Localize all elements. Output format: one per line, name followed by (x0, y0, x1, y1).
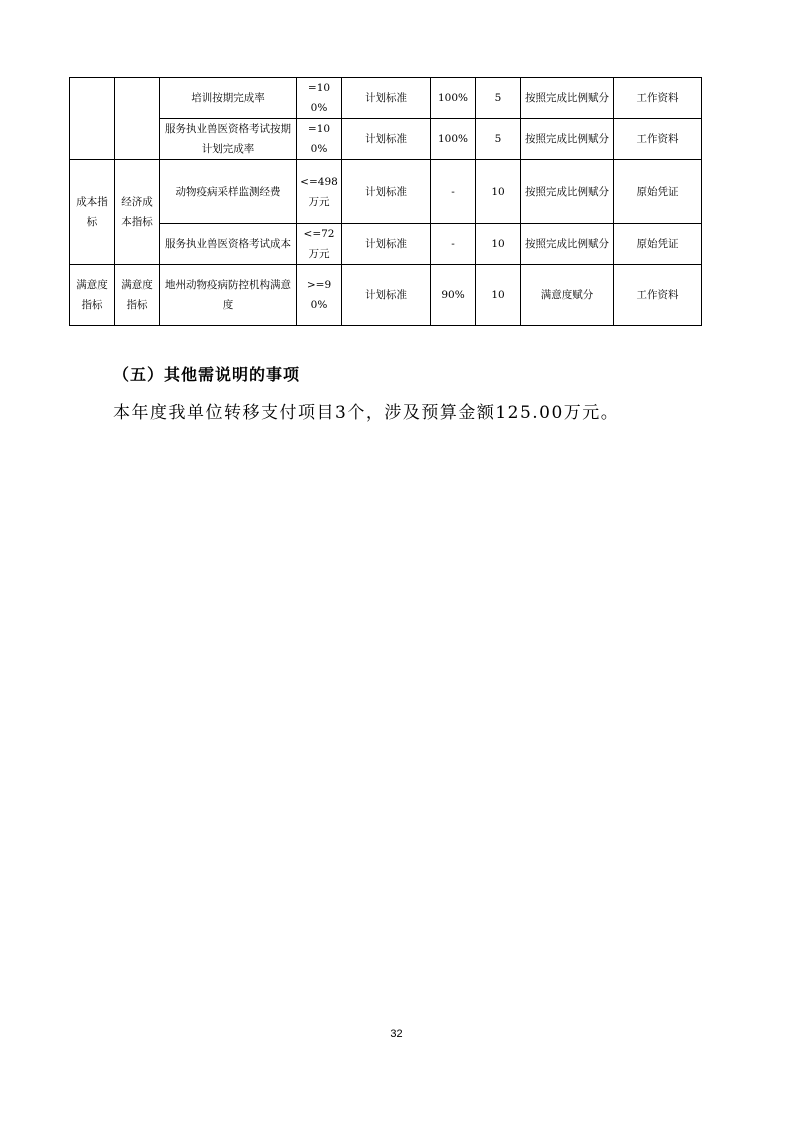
index-value-cell: <=498万元 (297, 160, 342, 224)
basis-cell: 计划标准 (342, 265, 431, 326)
level2-cell: 经济成本指标 (115, 160, 160, 265)
actual-cell: 90% (431, 265, 476, 326)
actual-cell: 100% (431, 119, 476, 160)
score-cell: 10 (476, 224, 521, 265)
table-row (70, 119, 702, 160)
indicator-cell: 服务执业兽医资格考试成本 (160, 224, 297, 265)
score-cell: 10 (476, 265, 521, 326)
method-cell: 满意度赋分 (521, 265, 614, 326)
section-body: 本年度我单位转移支付项目3个，涉及预算金额125.00万元。 (113, 403, 620, 423)
index-value-cell: =100% (297, 78, 342, 119)
level1-cell (70, 78, 115, 160)
basis-cell: 计划标准 (342, 160, 431, 224)
basis-cell: 计划标准 (342, 78, 431, 119)
level2-cell: 满意度指标 (115, 265, 160, 326)
section-heading: （五）其他需说明的事项 (113, 365, 301, 384)
index-value-cell: >=90% (297, 265, 342, 326)
method-cell: 按照完成比例赋分 (521, 224, 614, 265)
actual-cell: - (431, 224, 476, 265)
source-cell: 原始凭证 (614, 160, 702, 224)
method-cell: 按照完成比例赋分 (521, 119, 614, 160)
index-value-cell: =100% (297, 119, 342, 160)
actual-cell: - (431, 160, 476, 224)
table-row (70, 78, 702, 119)
level1-cell: 满意度指标 (70, 265, 115, 326)
indicator-cell: 地州动物疫病防控机构满意度 (160, 265, 297, 326)
method-cell: 按照完成比例赋分 (521, 160, 614, 224)
index-value-cell: <=72万元 (297, 224, 342, 265)
table-row (70, 160, 702, 224)
indicator-cell: 动物疫病采样监测经费 (160, 160, 297, 224)
table-row (70, 224, 702, 265)
score-cell: 5 (476, 78, 521, 119)
table-row (70, 265, 702, 326)
score-cell: 5 (476, 119, 521, 160)
source-cell: 工作资料 (614, 78, 702, 119)
score-cell: 10 (476, 160, 521, 224)
source-cell: 原始凭证 (614, 224, 702, 265)
performance-table (69, 77, 702, 326)
source-cell: 工作资料 (614, 119, 702, 160)
indicator-cell: 培训按期完成率 (160, 78, 297, 119)
level1-cell: 成本指标 (70, 160, 115, 265)
basis-cell: 计划标准 (342, 119, 431, 160)
indicator-cell: 服务执业兽医资格考试按期计划完成率 (160, 119, 297, 160)
page-number: 32 (390, 1028, 403, 1040)
actual-cell: 100% (431, 78, 476, 119)
source-cell: 工作资料 (614, 265, 702, 326)
basis-cell: 计划标准 (342, 224, 431, 265)
level2-cell (115, 78, 160, 160)
method-cell: 按照完成比例赋分 (521, 78, 614, 119)
